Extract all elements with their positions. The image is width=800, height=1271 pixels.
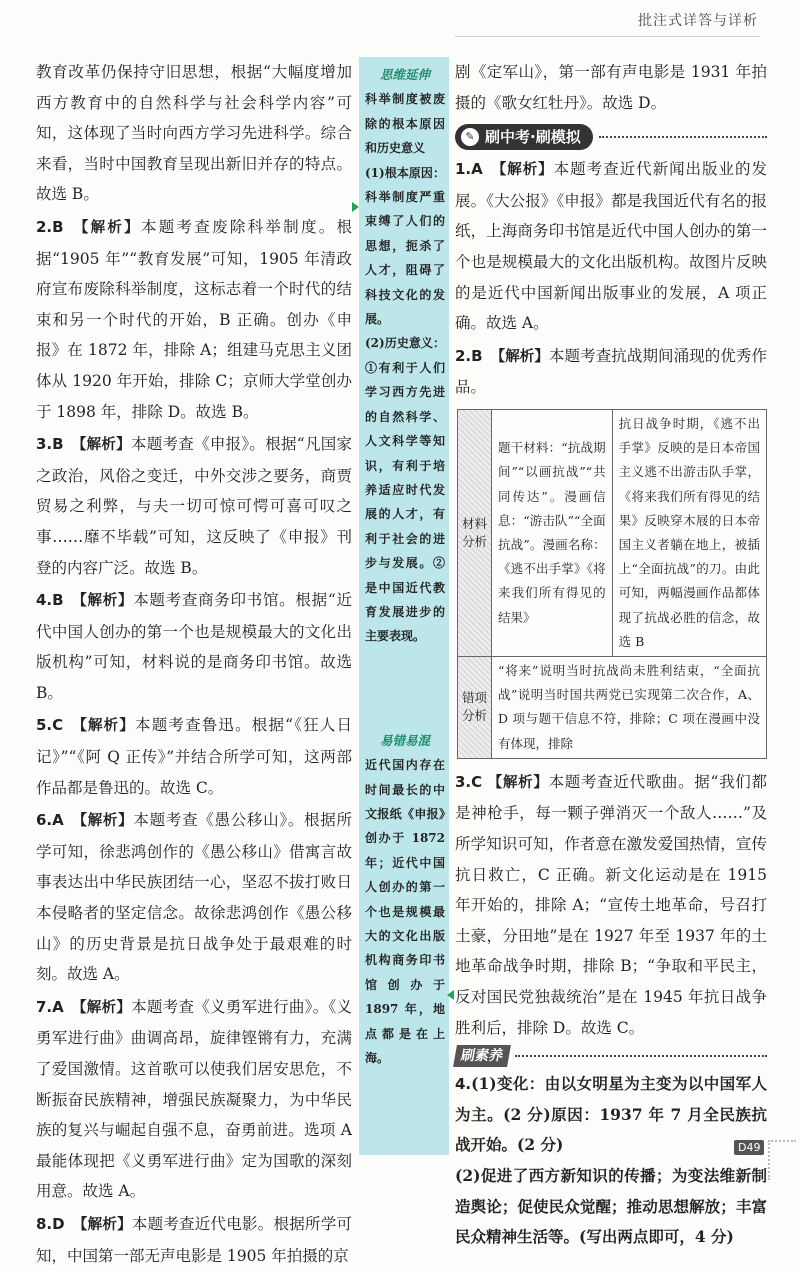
answer-item xyxy=(36,805,352,990)
answer-item xyxy=(36,212,352,427)
pointer-arrow-icon xyxy=(352,202,359,212)
table-cell-wrong-options: “将来”说明当时抗战尚未胜利结束，“全面抗战”说明当时国共两党已实现第二次合作，A、D 项与题干信息不符，排除；C 项在漫画中没有体现，排除 xyxy=(492,656,767,758)
answer-item xyxy=(36,1209,352,1271)
answer-item xyxy=(36,429,352,583)
sidebar-text-significance: (2)历史意义：①有利于人们学习西方先进的自然科学、人文科学等知识，有利于培养适应时代发展的人才，有利于社会的进步与发展。②是中国近代教育发展进步的主要表现。 xyxy=(365,336,445,644)
left-column xyxy=(36,57,352,1271)
question-number: 1. xyxy=(455,160,472,179)
table-cell-material-left: 题干材料：“抗战期间”“以画抗战”“共同传达”。漫画信息：“游击队”“全面抗战”。漫画名称：《逃不出手掌》《将来我们所有得见的结果》 xyxy=(492,409,613,656)
table-cell-material-right: 抗日战争时期，《逃不出手掌》反映的是日本帝国主义逃不出游击队手掌，《将来我们所有得见的结果》反映穿木屐的日本帝国主义者躺在地上，被插上“全面抗战”的刀。由此可知，两幅漫画作品都体现了抗战必胜的信念，故选 B xyxy=(612,409,766,656)
sidebar-title-thinking: 思维延伸 xyxy=(379,67,430,82)
table-label-wrong-options: 错项分析 xyxy=(458,656,492,758)
analysis-text: 本题考查《愚公移山》。根据所学可知，徐悲鸿创作的《愚公移山》借寓言故事表达出中华民族团结一心，坚忍不拔打败日本侵略者的坚定信念。故徐悲鸿创作《愚公移山》的历史背景是抗日战争处于最艰难的时刻。故选 A。 xyxy=(36,811,352,984)
intro-paragraph: 教育改革仍保持守旧思想，根据“大幅度增加西方教育中的自然科学与社会科学内容”可知，这体现了当时向西方学习先进科学。综合来看，当时中国教育呈现出新旧并存的特点。故选 B。 xyxy=(36,63,352,204)
answer-letter: C xyxy=(52,716,64,735)
answer-item xyxy=(36,710,352,803)
analysis-text: 本题考查商务印书馆。根据“近代中国人创办的第一个也是规模最大的文化出版机构”可知，材料说的是商务印书馆。故选 B。 xyxy=(36,591,352,702)
analysis-tag: 【解析】 xyxy=(71,219,141,236)
corner-decoration xyxy=(768,1140,796,1180)
left-answer-list xyxy=(36,212,352,1271)
answer-item-4-part2: (2)促进了西方新知识的传播；为变法维新制造舆论；促使民众觉醒；推动思想解放；丰富民众精神生活等。(写出两点即可，4 分) xyxy=(455,1165,767,1247)
analysis-tag: 【解析】 xyxy=(71,437,131,454)
table-label-material: 材料分析 xyxy=(458,409,492,656)
sidebar-title-confusion: 易错易混 xyxy=(379,732,430,748)
pen-icon: ✎ xyxy=(461,128,479,146)
analysis-tag: 【解析】 xyxy=(71,593,134,610)
answer-letter: A xyxy=(52,811,64,830)
section-header-literacy xyxy=(455,1045,767,1067)
answer-letter: B xyxy=(52,435,64,454)
answer-letter: D xyxy=(52,1214,65,1233)
question-number: 8. xyxy=(36,1214,53,1233)
header-divider xyxy=(455,36,760,37)
answer-letter: B xyxy=(52,591,64,610)
page-number: D49 xyxy=(734,1140,764,1155)
analysis-text: 本题考查鲁迅。根据“《狂人日记》”“《阿 Q 正传》”并结合所学可知，这两部作品都是鲁迅的。故选 C。 xyxy=(36,716,353,797)
analysis-tag: 【解析】 xyxy=(71,999,132,1016)
continuation-paragraph: 剧《定军山》，第一部有声电影是 1931 年拍摄的《歌女红牡丹》。故选 D。 xyxy=(455,63,767,112)
analysis-tag: 【解析】 xyxy=(71,718,136,735)
analysis-text: 本题考查《义勇军进行曲》。《义勇军进行曲》曲调高昂，旋律铿锵有力，充满了爱国激情。这首歌可以使我们居安思危，不断振奋民族精神，增强民族凝聚力，为中华民族的复兴与崛起自强不息，奋勇前进。选项 A 最能体现把《义勇军进行曲》定为国歌的深刻用意。故选 A。 xyxy=(36,997,352,1201)
answer-item-4: 4.(1)变化：由以女明星为主变为以中国军人为主。(2 分)原因：1937 年 7 月全民族抗战开始。(2 分) xyxy=(455,1074,767,1155)
answer-letter: B xyxy=(52,217,64,236)
dotted-divider xyxy=(599,136,767,138)
analysis-tag: 【解析】 xyxy=(490,162,554,179)
question-number: 5. xyxy=(36,716,53,735)
analysis-tag: 【解析】 xyxy=(72,1216,132,1233)
answer-item-3: 3.C 【解析】本题考查近代歌曲。据“我们都是神枪手，每一颗子弹消灭一个敌人……”及所学知识可知，作者意在激发爱国热情，宣传抗日救亡，C 正确。新文化运动是在 1915 年开始的，排除 A；“宣传土地革命，号召打土豪，分田地”是在 1927 年至 1937 年的土地革命战争时期，排除 B；“争取和平民主，反对国民党独裁统治”是在 1945 年抗日战争胜利后，排除 D。故选 C。 xyxy=(455,772,767,1037)
answer-item xyxy=(36,585,352,708)
section-title: 刷素养 xyxy=(453,1045,511,1067)
page-header-title: 批注式详答与详析 xyxy=(638,13,758,29)
question-number: 2. xyxy=(36,217,53,236)
dotted-divider xyxy=(515,1055,767,1057)
analysis-text: 本题考查《申报》。根据“凡国家之政治，风俗之变迁，中外交涉之要务，商贾贸易之利弊，与夫一切可惊可愕可喜可叹之事……靡不毕载”可知，这反映了《申报》刊登的内容广泛。故选 B。 xyxy=(36,435,353,577)
question-number: 3. xyxy=(36,435,53,454)
answer-item xyxy=(455,341,767,403)
question-number: 4. xyxy=(36,591,53,610)
answer-item xyxy=(36,992,352,1207)
answer-letter: A xyxy=(52,997,64,1016)
question-number: 7. xyxy=(36,997,53,1016)
right-column xyxy=(455,57,767,1253)
sidebar-text-cause: (1)根本原因：科举制度严重束缚了人们的思想，扼杀了人才，阻碍了科技文化的发展。 xyxy=(365,165,445,327)
answer-item xyxy=(455,154,767,339)
pointer-arrow-icon xyxy=(447,990,454,1000)
sidebar-text-topic: 科举制度被废除的根本原因和历史意义 xyxy=(365,92,445,156)
question-number: 2. xyxy=(455,346,472,365)
analysis-tag: 【解析】 xyxy=(490,348,549,365)
analysis-text: 本题考查废除科举制度。根据“1905 年”“教育发展”可知，1905 年清政府宣布废除科举制度，这标志着一个时代的结束和另一个时代的开始，B 正确。创办《申报》在 1872 年，排除 A；组建马克思主义团体从 1920 年开始，排除 C；京师大学堂创办于 1898 年，排除 D。故选 B。 xyxy=(36,217,352,421)
analysis-table xyxy=(457,409,767,759)
analysis-text: 本题考查抗战期间涌现的优秀作品。 xyxy=(455,346,767,397)
sidebar-notes xyxy=(359,57,449,1155)
analysis-text: 本题考查近代电影。根据所学可知，中国第一部无声电影是 1905 年拍摄的京 xyxy=(36,1214,353,1265)
answer-letter: B xyxy=(471,346,483,365)
question-number: 6. xyxy=(36,811,53,830)
sidebar-text-confusion: 近代国内存在时间最长的中文报纸《申报》创办于 1872 年；近代中国人创办的第一个也是规模最大的文化出版机构商务印书馆创办于 1897 年，地点都是在上海。 xyxy=(365,758,445,1066)
analysis-tag: 【解析】 xyxy=(71,813,134,830)
section-header-exam xyxy=(455,124,767,150)
analysis-text: 本题考查近代新闻出版业的发展。《大公报》《申报》都是我国近代有名的报纸，上海商务印书馆是近代中国人创办的第一个也是规模最大的文化出版机构。故图片反映的是近代中国新闻出版事业的发展，A 项正确。故选 A。 xyxy=(455,160,767,333)
answer-letter: A xyxy=(471,160,483,179)
section-title: 刷中考·刷模拟 xyxy=(485,127,581,146)
right-answer-list xyxy=(455,154,767,403)
